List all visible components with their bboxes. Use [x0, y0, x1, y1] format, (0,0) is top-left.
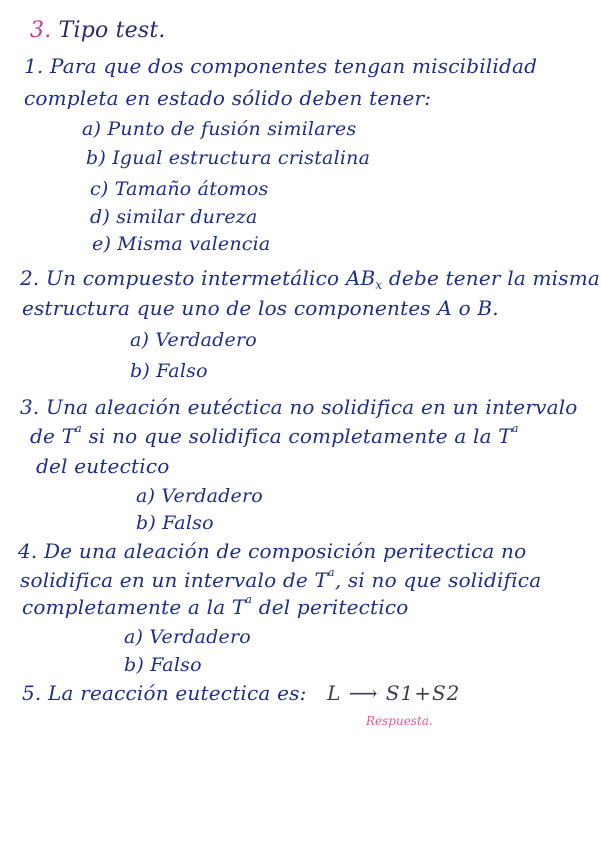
q5-reactant: L [327, 681, 342, 705]
q1-option-a: a) Punto de fusión similares [82, 118, 357, 140]
q3-option-a: a) Verdadero [136, 485, 263, 507]
q3-sup-1: a [75, 422, 82, 435]
q3-line-3: del eutectico [36, 454, 170, 478]
q5-reaction [327, 681, 460, 705]
reaction-arrow-icon: ⟶ [348, 681, 379, 705]
q2-line-1 [20, 266, 601, 292]
q3-line-1: 3. Una aleación eutéctica no solidifica en un intervalo [20, 395, 578, 419]
q1-line-1: 1. Para que dos componentes tengan miscibilidad [24, 54, 538, 78]
q3-line-2 [30, 422, 519, 448]
q4-line-2 [20, 566, 542, 592]
section-title [30, 20, 166, 42]
q4-line-3-a: completamente a la T [22, 595, 246, 619]
q4-sup-1: a [328, 566, 335, 579]
q1-option-b: b) Igual estructura cristalina [86, 147, 371, 169]
q5-text: 5. La reacción eutectica es: [22, 681, 307, 705]
q3-sup-2: a [511, 422, 519, 435]
q2-option-a: a) Verdadero [130, 329, 257, 351]
q4-line-3 [22, 593, 409, 619]
q3-line-2-b: si no que solidifica completamente a la T [81, 424, 512, 448]
q3-line-2-a: de T [30, 424, 76, 448]
q4-option-b: b) Falso [124, 654, 202, 676]
q2-option-b: b) Falso [130, 360, 208, 382]
q1-line-2: completa en estado sólido deben tener: [24, 86, 432, 110]
q4-line-1: 4. De una aleación de composición peritectica no [18, 539, 527, 563]
q4-option-a: a) Verdadero [124, 626, 251, 648]
q5-line [22, 683, 460, 703]
q4-sup-2: a [245, 593, 253, 606]
q1-option-e: e) Misma valencia [92, 233, 271, 255]
q1-option-d: d) similar dureza [90, 206, 258, 228]
q2-subscript: x [375, 278, 383, 292]
answer-note: Respuesta. [366, 714, 433, 728]
q4-line-2-b: , si no que solidifica [334, 568, 542, 592]
q2-line-1-pre: 2. Un compuesto intermetálico AB [20, 266, 376, 290]
q2-line-1-post: debe tener la misma [382, 266, 601, 290]
q1-option-c: c) Tamaño átomos [90, 178, 269, 200]
q4-line-3-b: del peritectico [252, 595, 409, 619]
q2-line-2: estructura que uno de los componentes A o B. [22, 296, 499, 320]
q4-line-2-a: solidifica en un intervalo de T [20, 568, 329, 592]
section-number: 3. [30, 18, 52, 43]
q5-products: S1+S2 [385, 681, 461, 705]
section-title-text: Tipo test. [58, 18, 166, 43]
q3-option-b: b) Falso [136, 512, 214, 534]
